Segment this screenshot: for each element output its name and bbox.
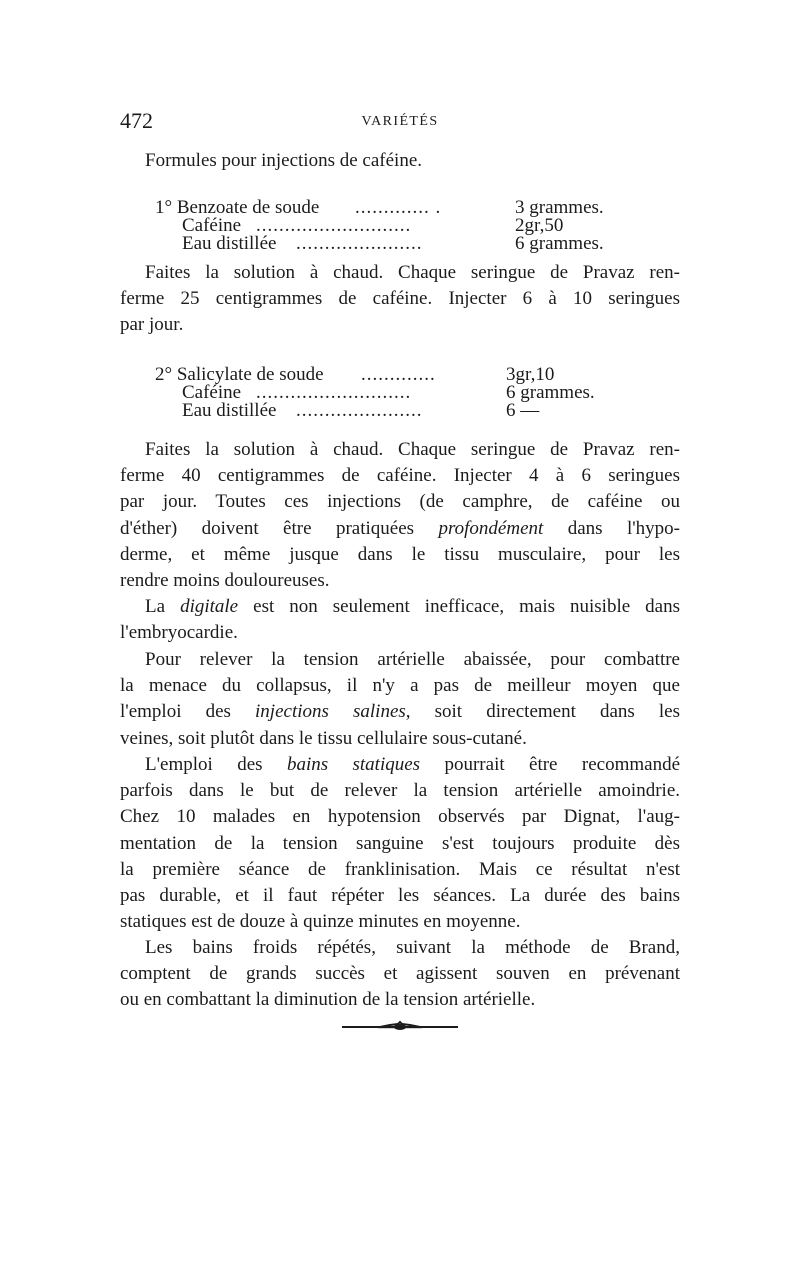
- running-title: VARIÉTÉS: [361, 114, 439, 129]
- text-line: L'emploi des bains statiques pourrait être recommandé: [145, 754, 681, 775]
- leader-dots: .............: [361, 366, 436, 384]
- leader-dots: ......................: [296, 402, 423, 420]
- ingredient-label: 2° Salicylate de soude: [155, 364, 324, 385]
- text-line: Faites la solution à chaud. Chaque seringue de Pravaz ren-: [145, 262, 680, 283]
- leader-dots: ...........................: [256, 217, 412, 235]
- text-line: l'embryocardie.: [120, 622, 238, 644]
- page-number: 472: [120, 108, 153, 133]
- text-line: mentation de la tension sanguine s'est toujours produite dès: [120, 832, 680, 854]
- text-line: pas durable, et il faut répéter les séances. La durée des bains: [120, 885, 680, 907]
- paragraph-2: [120, 437, 680, 594]
- text-line: d'éther) doivent être pratiquées profondément dans l'hypo-: [120, 517, 680, 539]
- emphasized-term: profondément: [438, 517, 544, 539]
- text-line: statiques est de douze à quinze minutes en moyenne.: [120, 911, 521, 933]
- formula-1: [155, 199, 680, 253]
- paragraph-4: [120, 647, 680, 752]
- leader-dots: ......................: [296, 235, 423, 253]
- paragraph-3: [120, 594, 680, 646]
- formula-2: [155, 366, 680, 420]
- section-title: Formules pour injections de caféine.: [145, 150, 423, 171]
- leader-dots: ............. .: [355, 199, 442, 217]
- paragraph-5: [120, 752, 680, 935]
- ingredient-quantity: 3 grammes.: [515, 197, 604, 218]
- leader-dots: ...........................: [256, 384, 412, 402]
- text-line: parfois dans le but de relever la tension artérielle amoindrie.: [120, 780, 680, 802]
- text-line: veines, soit plutôt dans le tissu cellulaire sous-cutané.: [120, 727, 527, 749]
- text-line: rendre moins douloureuses.: [120, 570, 330, 592]
- ingredient-label: Caféine: [182, 382, 242, 403]
- ingredient-quantity: 6 grammes.: [506, 382, 595, 403]
- text-line: comptent de grands succès et agissent souven en prévenant: [120, 963, 680, 985]
- emphasized-term: bains statiques: [286, 754, 421, 775]
- formula-row: [155, 235, 680, 253]
- ingredient-quantity: 6 grammes.: [515, 233, 604, 254]
- text-line: par jour.: [120, 314, 184, 336]
- ingredient-quantity: 3gr,10: [506, 364, 555, 385]
- paragraph-6: [120, 935, 680, 1014]
- text-line: derme, et même jusque dans le tissu musculaire, pour les: [120, 543, 680, 565]
- ingredient-label: 1° Benzoate de soude: [155, 197, 320, 218]
- ingredient-quantity: 2gr,50: [515, 215, 564, 236]
- formula-row: [155, 402, 680, 420]
- emphasized-term: injections salines: [255, 701, 406, 723]
- emphasized-term: digitale: [180, 596, 239, 617]
- end-ornament: [340, 1020, 460, 1034]
- text-line: Chez 10 malades en hypotension observés par Dignat, l'aug-: [120, 806, 680, 828]
- ingredient-label: Caféine: [182, 215, 242, 236]
- text-line: Faites la solution à chaud. Chaque seringue de Pravaz ren-: [145, 439, 680, 460]
- text-line: La digitale est non seulement inefficace, mais nuisible dans: [145, 596, 681, 617]
- text-line: ferme 40 centigrammes de caféine. Injecter 4 à 6 seringues: [120, 465, 680, 487]
- paragraph-1: [120, 260, 680, 339]
- text-line: la première séance de franklinisation. Mais ce résultat n'est: [120, 858, 680, 880]
- text-line: Pour relever la tension artérielle abaissée, pour combattre: [145, 649, 680, 670]
- ingredient-label: Eau distillée: [182, 400, 277, 421]
- text-line: par jour. Toutes ces injections (de camphre, de caféine ou: [120, 491, 680, 513]
- text-line: la menace du collapsus, il n'y a pas de meilleur moyen que: [120, 675, 680, 697]
- page-header: [120, 108, 680, 138]
- text-line: ferme 25 centigrammes de caféine. Injecter 6 à 10 seringues: [120, 288, 680, 310]
- text-line: l'emploi des injections salines, soit directement dans les: [120, 701, 681, 723]
- text-line: ou en combattant la diminution de la tension artérielle.: [120, 989, 536, 1011]
- text-line: Les bains froids répétés, suivant la méthode de Brand,: [145, 937, 680, 958]
- ingredient-label: Eau distillée: [182, 233, 277, 254]
- ingredient-quantity: 6 —: [506, 400, 540, 421]
